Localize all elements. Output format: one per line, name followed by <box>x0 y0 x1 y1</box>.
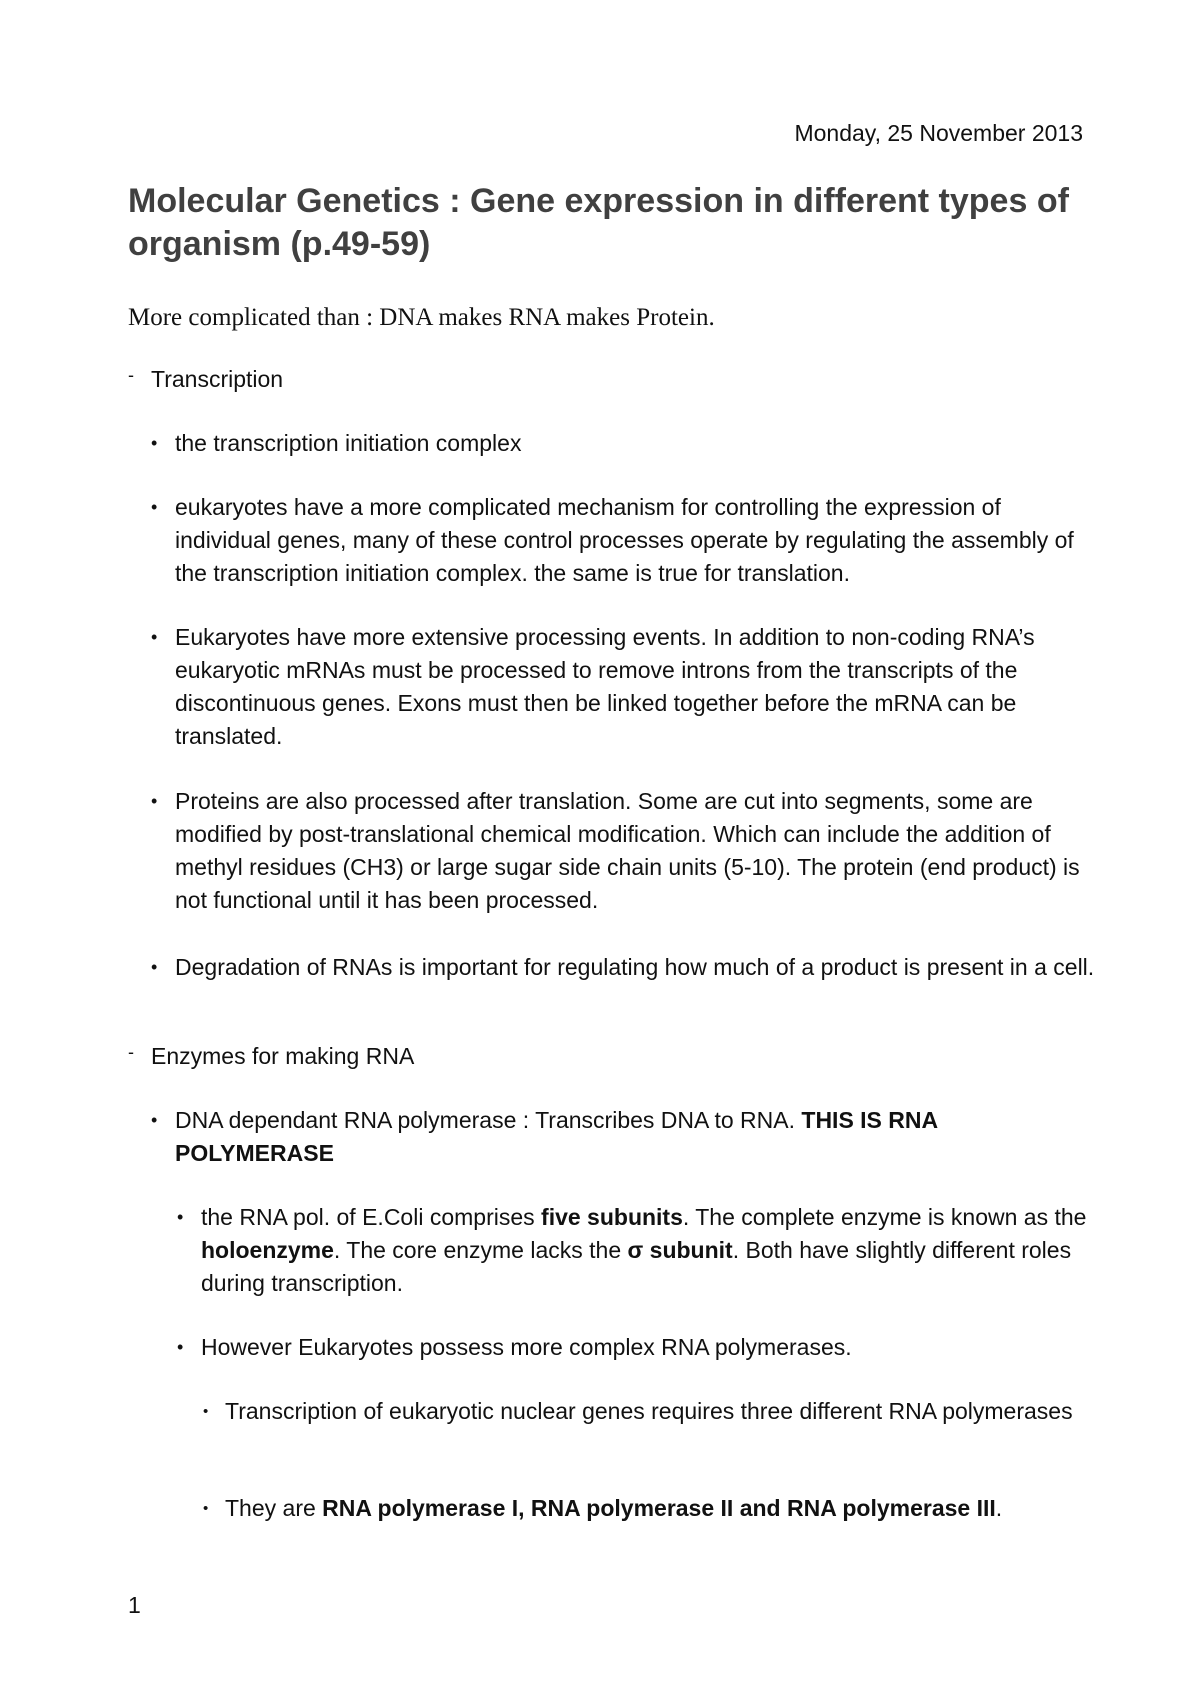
list-item-text: Eukaryotes have more extensive processing events. In addition to non-coding RNA’s eukaryotic mRNAs must be processed to remove introns from the transcripts of the discontinuous genes. Exons must then be linked together before the mRNA can be translated. <box>175 624 1035 749</box>
list-item <box>203 1395 1085 1428</box>
list-item-text: the RNA pol. of E.Coli comprises <box>201 1204 542 1230</box>
list-item-bold: THIS IS RNA POLYMERASE <box>175 1107 938 1166</box>
bullet-icon: • <box>177 1337 184 1357</box>
list-item-bold: holoenzyme <box>201 1237 334 1263</box>
list-item-text: However Eukaryotes possess more complex RNA polymerases. <box>201 1334 852 1360</box>
list-item-text: . The core enzyme lacks the <box>333 1237 628 1263</box>
list-item <box>151 1104 1095 1170</box>
list-item-text: . The complete enzyme is known as the <box>682 1204 1087 1230</box>
list-item <box>151 785 1095 917</box>
document-date: Monday, 25 November 2013 <box>794 120 1083 146</box>
list-item <box>151 427 1095 460</box>
page-number: 1 <box>128 1592 141 1618</box>
section-heading-text: Enzymes for making RNA <box>151 1043 415 1069</box>
list-item-bold: RNA polymerase I, RNA polymerase II and RNA polymerase III <box>322 1495 996 1521</box>
list-item-text: DNA dependant RNA polymerase : Transcribes DNA to RNA. <box>175 1107 802 1133</box>
dash-marker: - <box>128 365 134 385</box>
document-title: Molecular Genetics : Gene expression in different types of organism (p.49-59) <box>128 182 1069 263</box>
list-item-text: . <box>995 1495 1003 1521</box>
document-subtitle: More complicated than : DNA makes RNA makes Protein. <box>128 304 715 331</box>
bullet-icon: • <box>203 1403 209 1420</box>
bullet-icon: • <box>151 497 158 517</box>
list-item-text: They are <box>225 1495 323 1521</box>
list-item <box>177 1331 1091 1364</box>
list-item <box>203 1492 1085 1525</box>
list-item <box>151 621 1095 753</box>
bullet-icon: • <box>151 1110 158 1130</box>
list-item <box>177 1201 1091 1300</box>
list-item-text: eukaryotes have a more complicated mechanism for controlling the expression of individual genes, many of these control processes operate by regulating the assembly of the transcription initiation complex. the same is true for translation. <box>175 494 1074 586</box>
list-item <box>151 951 1095 984</box>
dash-marker: - <box>128 1042 134 1062</box>
list-item-text: Proteins are also processed after translation. Some are cut into segments, some are modified by post-translational chemical modification. Which can include the addition of methyl residues (CH3) or large sugar side chain units (5-10). The protein (end product) is not functional until it has been processed. <box>175 788 1080 913</box>
bullet-icon: • <box>151 957 158 977</box>
list-item <box>151 491 1095 590</box>
list-item-bold: five subunits <box>541 1204 683 1230</box>
bullet-icon: • <box>151 433 158 453</box>
list-item-text: Transcription of eukaryotic nuclear genes requires three different RNA polymerases <box>225 1398 1073 1424</box>
bullet-icon: • <box>203 1500 209 1517</box>
bullet-icon: • <box>151 627 158 647</box>
list-item-bold: σ subunit <box>627 1237 733 1263</box>
section-heading-text: Transcription <box>151 366 284 392</box>
list-item-text: the transcription initiation complex <box>175 430 522 456</box>
list-item-text: . Both have slightly different roles during transcription. <box>201 1237 1072 1296</box>
bullet-icon: • <box>151 791 158 811</box>
list-item-text: Degradation of RNAs is important for regulating how much of a product is present in a cell. <box>175 954 1095 980</box>
bullet-icon: • <box>177 1207 184 1227</box>
